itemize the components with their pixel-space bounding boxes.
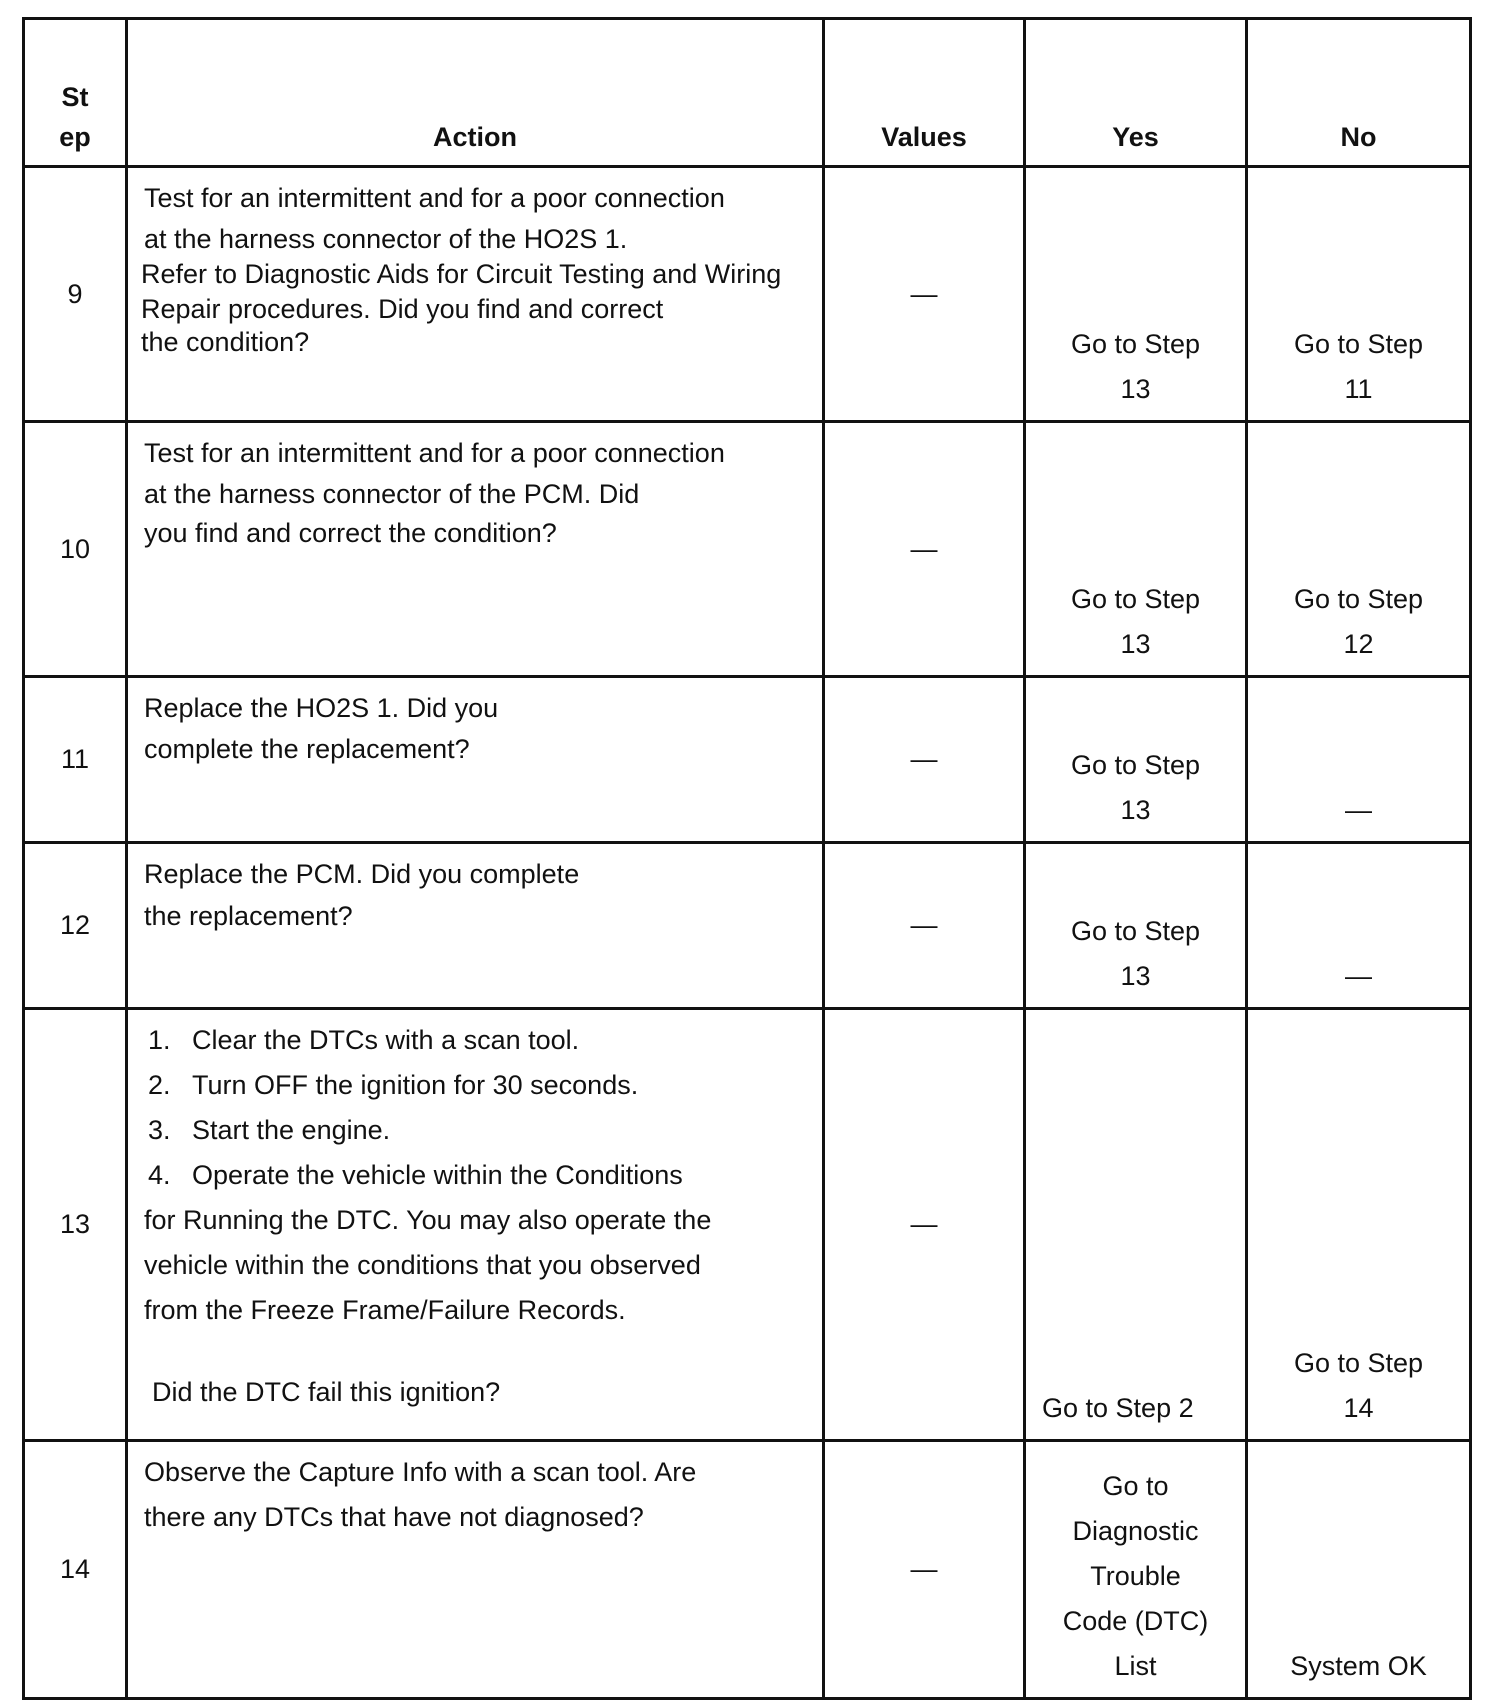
no-line: 12 bbox=[1343, 629, 1374, 659]
table-row bbox=[24, 422, 1471, 677]
values-cell bbox=[824, 843, 1025, 1009]
action-line: at the harness connector of the HO2S 1. bbox=[144, 224, 628, 254]
step-cell bbox=[24, 677, 127, 843]
list-item-number: 4. bbox=[148, 1160, 171, 1190]
list-item bbox=[144, 1153, 810, 1198]
header-action: Action bbox=[127, 19, 824, 167]
yes-line: Go to Step bbox=[1070, 750, 1201, 780]
yes-cell bbox=[1025, 1441, 1247, 1699]
header-values: Values bbox=[824, 19, 1025, 167]
action-line: Observe the Capture Info with a scan tool. Are bbox=[144, 1457, 697, 1487]
step-cell bbox=[24, 167, 127, 422]
list-item-text: Turn OFF the ignition for 30 seconds. bbox=[192, 1070, 639, 1100]
header-row bbox=[24, 19, 1471, 167]
values-cell bbox=[824, 422, 1025, 677]
action-line: Repair procedures. Did you find and correct bbox=[141, 294, 664, 324]
yes-cell bbox=[1025, 843, 1247, 1009]
table-row bbox=[24, 843, 1471, 1009]
action-cell bbox=[127, 167, 824, 422]
diagnostic-table bbox=[22, 17, 1472, 1700]
yes-line: Trouble bbox=[1090, 1561, 1181, 1591]
values-text: — bbox=[910, 744, 938, 774]
list-item bbox=[144, 1018, 810, 1063]
values-text: — bbox=[910, 1554, 938, 1584]
yes-line: Code (DTC) bbox=[1062, 1606, 1209, 1636]
list-item-text: Clear the DTCs with a scan tool. bbox=[192, 1025, 580, 1055]
action-cell bbox=[127, 843, 824, 1009]
values-cell bbox=[824, 167, 1025, 422]
action-line: for Running the DTC. You may also operate the bbox=[144, 1205, 712, 1235]
no-cell bbox=[1247, 422, 1471, 677]
no-line: Go to Step bbox=[1293, 1348, 1424, 1378]
table-row bbox=[24, 1441, 1471, 1699]
action-line: vehicle within the conditions that you observed bbox=[144, 1250, 701, 1280]
yes-line: List bbox=[1114, 1651, 1157, 1681]
yes-line: Diagnostic bbox=[1072, 1516, 1199, 1546]
no-line: — bbox=[1345, 795, 1372, 825]
action-line: at the harness connector of the PCM. Did bbox=[144, 479, 640, 509]
action-cell bbox=[127, 422, 824, 677]
step-number: 10 bbox=[59, 533, 91, 564]
step-number: 9 bbox=[67, 278, 83, 309]
header-step-line1: St bbox=[61, 82, 89, 112]
list-item-number: 3. bbox=[148, 1115, 171, 1145]
yes-line: Go to Step bbox=[1070, 916, 1201, 946]
values-text: — bbox=[910, 278, 938, 309]
no-line: Go to Step bbox=[1293, 329, 1424, 359]
no-cell bbox=[1247, 1009, 1471, 1441]
yes-cell bbox=[1025, 167, 1247, 422]
yes-line: Go to bbox=[1102, 1471, 1169, 1501]
no-line: System OK bbox=[1290, 1651, 1427, 1681]
header-step bbox=[24, 19, 127, 167]
step-cell bbox=[24, 843, 127, 1009]
step-cell bbox=[24, 1009, 127, 1441]
action-line: the replacement? bbox=[144, 901, 353, 931]
table-row bbox=[24, 1009, 1471, 1441]
no-line: — bbox=[1345, 961, 1372, 991]
values-cell bbox=[824, 677, 1025, 843]
action-line: complete the replacement? bbox=[144, 734, 470, 764]
action-question: Did the DTC fail this ignition? bbox=[152, 1377, 501, 1407]
action-line: Replace the PCM. Did you complete bbox=[144, 859, 580, 889]
no-line: 14 bbox=[1343, 1393, 1374, 1423]
yes-line: 13 bbox=[1120, 795, 1151, 825]
values-text: — bbox=[910, 1209, 938, 1239]
no-cell bbox=[1247, 677, 1471, 843]
action-line: you find and correct the condition? bbox=[144, 518, 557, 548]
action-line: Test for an intermittent and for a poor connection bbox=[144, 438, 725, 468]
values-cell bbox=[824, 1441, 1025, 1699]
list-item-text: Start the engine. bbox=[192, 1115, 391, 1145]
list-item bbox=[144, 1108, 810, 1153]
values-text: — bbox=[910, 533, 938, 564]
yes-line: 13 bbox=[1120, 374, 1151, 404]
action-line: from the Freeze Frame/Failure Records. bbox=[144, 1295, 626, 1325]
action-line: Test for an intermittent and for a poor connection bbox=[144, 183, 725, 213]
yes-line: 13 bbox=[1120, 961, 1151, 991]
header-no: No bbox=[1247, 19, 1471, 167]
no-line: Go to Step bbox=[1293, 584, 1424, 614]
action-line: there any DTCs that have not diagnosed? bbox=[144, 1502, 644, 1532]
table-row bbox=[24, 677, 1471, 843]
step-number: 12 bbox=[59, 910, 91, 940]
no-cell bbox=[1247, 1441, 1471, 1699]
action-line: Replace the HO2S 1. Did you bbox=[144, 693, 499, 723]
step-number: 11 bbox=[60, 744, 90, 774]
step-number: 14 bbox=[59, 1554, 91, 1584]
step-cell bbox=[24, 1441, 127, 1699]
list-item-text: Operate the vehicle within the Conditions bbox=[192, 1160, 683, 1190]
yes-line: Go to Step bbox=[1070, 584, 1201, 614]
no-cell bbox=[1247, 167, 1471, 422]
values-text: — bbox=[910, 910, 938, 940]
action-line: Refer to Diagnostic Aids for Circuit Testing and Wiring bbox=[141, 259, 782, 289]
action-cell bbox=[127, 677, 824, 843]
table-row bbox=[24, 167, 1471, 422]
yes-cell bbox=[1025, 422, 1247, 677]
header-yes: Yes bbox=[1025, 19, 1247, 167]
list-item-number: 1. bbox=[148, 1025, 171, 1055]
yes-cell bbox=[1025, 1009, 1247, 1441]
no-line: 11 bbox=[1344, 374, 1373, 404]
no-cell bbox=[1247, 843, 1471, 1009]
action-cell bbox=[127, 1009, 824, 1441]
list-item bbox=[144, 1063, 810, 1108]
yes-line: Go to Step 2 bbox=[1042, 1393, 1194, 1423]
yes-cell bbox=[1025, 677, 1247, 843]
procedure-list bbox=[144, 1018, 810, 1198]
action-line: the condition? bbox=[141, 327, 310, 357]
values-cell bbox=[824, 1009, 1025, 1441]
header-step-line2: ep bbox=[59, 122, 91, 152]
yes-line: 13 bbox=[1120, 629, 1151, 659]
list-item-number: 2. bbox=[148, 1070, 171, 1100]
action-cell bbox=[127, 1441, 824, 1699]
step-number: 13 bbox=[59, 1209, 91, 1239]
step-cell bbox=[24, 422, 127, 677]
yes-line: Go to Step bbox=[1070, 329, 1201, 359]
